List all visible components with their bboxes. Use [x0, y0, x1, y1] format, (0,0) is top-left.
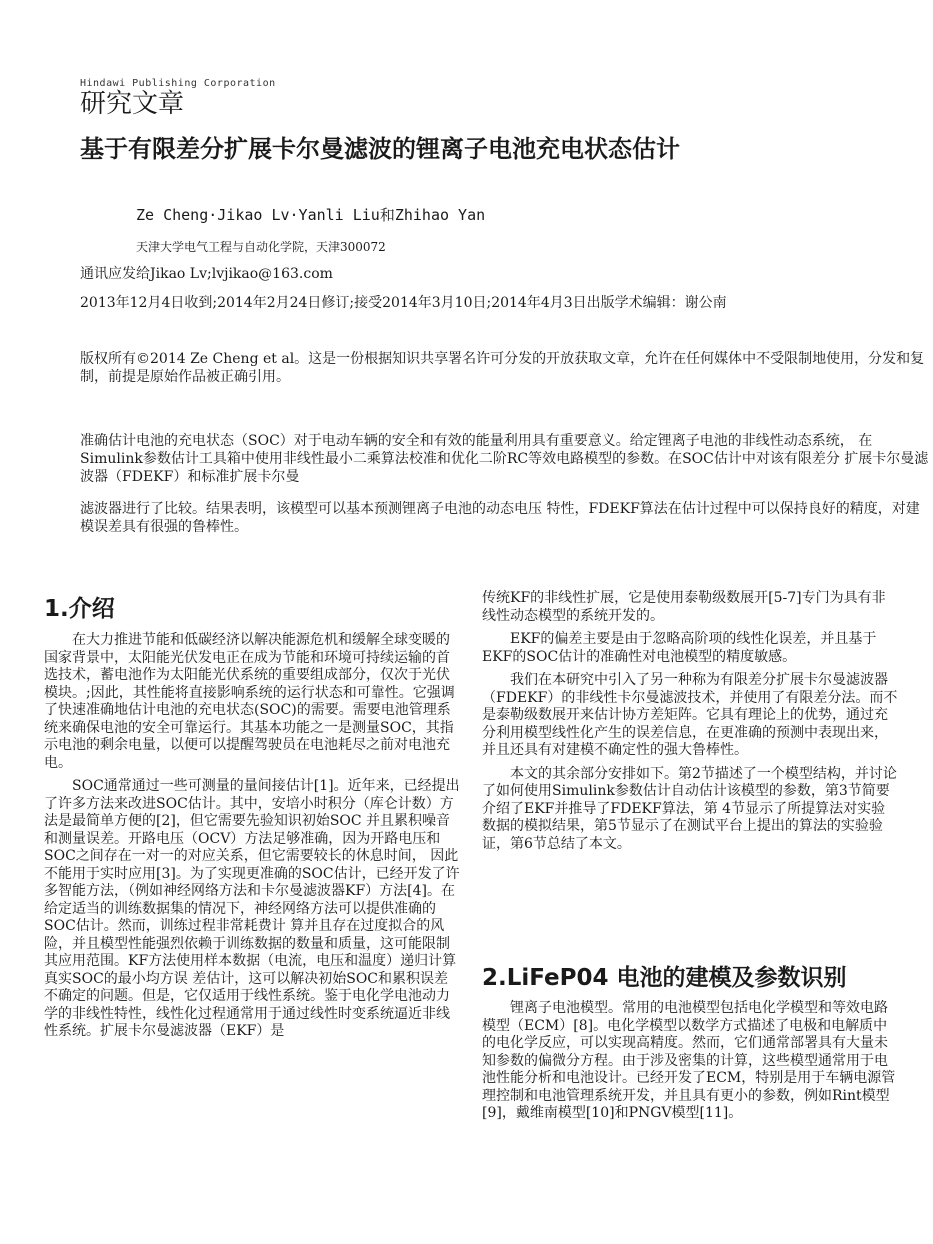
- license-statement: 版权所有©2014 Ze Cheng et al。这是一份根据知识共享署名许可分发的开放获取文章，允许在任何媒体中不受限制地使用，分发和复制，前提是原始作品被正确引用。: [80, 351, 925, 385]
- paragraph: SOC通常通过一些可测量的量间接估计[1]。近年来，已经提出了许多方法来改进SOC估计。其中，安培小时积分（库仑计数）方法是最简单方便的[2]，但它需要先验知识初始SOC 并且累积噪音和测量误差。开路电压（OCV）方法足够准确，因为开路电压和SOC之间存在一对一的对应关系，但它需要较长的休息时间， 因此不能用于实时应用[3]。为了实现更准确的SOC估计，已经开发了许多智能方法，（例如神经网络方法和卡尔曼滤波器KF）方法[4]。在给定适当的训练数据集的情况下，神经网络方法可以提供准确的SOC估计。然而，训练过程非常耗费计 算并且存在过度拟合的风险，并且模型性能强烈依赖于训练数据的数量和质量，这可能限制其应用范围。KF方法使用样本数据（电流，电压和温度）递归计算真实SOC的最小均方误 差估计，这可以解决初始SOC和累积误差不确定的问题。但是，它仅适用于线性系统。鉴于电化学电池动力学的非线性特性，线性化过程通常用于通过线性时变系统逼近非线性系统。扩展卡尔曼滤波器（EKF）是: [44, 778, 460, 1039]
- paragraph: 本文的其余部分安排如下。第2节描述了一个模型结构，并讨论了如何使用Simulink参数估计自动估计该模型的参数，第3节简要介绍了EKF并推导了FDEKF算法，第 4节显示了所提算法对实验数据的模拟结果，第5节显示了在测试平台上提出的算法的实验验证，第6节总结了本文。: [482, 765, 897, 852]
- publisher-name: Hindawi Publishing Corporation: [80, 78, 276, 89]
- right-column-section-2: [482, 1000, 898, 1129]
- paper-title: 基于有限差分扩展卡尔曼滤波的锂离子电池充电状态估计: [80, 135, 680, 163]
- correspondence: 通讯应发给Jikao Lv;lvjikao@163.com: [80, 266, 333, 282]
- paragraph: 我们在本研究中引入了另一种称为有限差分扩展卡尔曼滤波器（FDEKF）的非线性卡尔曼滤波技术，并使用了有限差分法。而不是泰勒级数展开来估计协方差矩阵。它具有理论上的优势，通过充分利用模型线性化产生的误差信息，在更准确的预测中表现出来，并且还具有对建模不确定性的强大鲁棒性。: [482, 672, 898, 758]
- article-type: 研究文章: [80, 89, 185, 119]
- affiliation: 天津大学电气工程与自动化学院，天津300072: [136, 240, 386, 254]
- left-column: [44, 632, 460, 1047]
- paragraph: 在大力推进节能和低碳经济以解决能源危机和缓解全球变暖的国家背景中，太阳能光伏发电正在成为节能和环境可持续运输的首选技术，蓄电池作为太阳能光伏系统的重要组成部分，仅次于光伏模块。;因此，其性能将直接影响系统的运行状态和可靠性。它强调了快速准确地估计电池的充电状态(SOC)的需要。需要电池管理系统来确保电池的安全可靠运行。其基本功能之一是测量SOC，其指示电池的剩余电量，以便可以提醒驾驶员在电池耗尽之前对电池充电。: [44, 632, 455, 771]
- section-1-heading: 1.介绍: [44, 596, 115, 622]
- abstract-part-2: 滤波器进行了比较。结果表明，该模型可以基本预测锂离子电池的动态电压 特性，FDEKF算法在估计过程中可以保持良好的精度，对建模误差具有很强的鲁棒性。: [80, 501, 920, 535]
- authors: Ze Cheng·Jikao Lv·Yanli Liu和Zhihao Yan: [136, 206, 486, 224]
- paragraph: 传统KF的非线性扩展，它是使用泰勒级数展开[5-7]专门为具有非线性动态模型的系统开发的。: [482, 590, 886, 624]
- right-column: [482, 590, 898, 859]
- paragraph: EKF的偏差主要是由于忽略高阶项的线性化误差，并且基于EKF的SOC估计的准确性对电池模型的精度敏感。: [482, 631, 877, 665]
- section-2-heading: 2.LiFeP04 电池的建模及参数识别: [482, 965, 847, 991]
- publication-dates: 2013年12月4日收到;2014年2月24日修订;接受2014年3月10日;2014年4月3日出版学术编辑：谢公南: [80, 295, 727, 311]
- paragraph: 锂离子电池模型。常用的电池模型包括电化学模型和等效电路模型（ECM）[8]。电化学模型以数学方式描述了电极和电解质中的电化学反应，可以实现高精度。然而，它们通常部署具有大量未知参数的偏微分方程。由于涉及密集的计算，这些模型通常用于电池性能分析和电池设计。已经开发了ECM，特别是用于车辆电源管理控制和电池管理系统开发，并且具有更小的参数，例如Rint模型[9]，戴维南模型[10]和PNGV模型[11]。: [482, 1000, 896, 1121]
- abstract-part-1: 准确估计电池的充电状态（SOC）对于电动车辆的安全和有效的能量利用具有重要意义。给定锂离子电池的非线性动态系统， 在Simulink参数估计工具箱中使用非线性最小二乘算法校准和优化二阶RC等效电路模型的参数。在SOC估计中对该有限差分 扩展卡尔曼滤波器（FDEKF）和标准扩展卡尔曼: [80, 433, 929, 485]
